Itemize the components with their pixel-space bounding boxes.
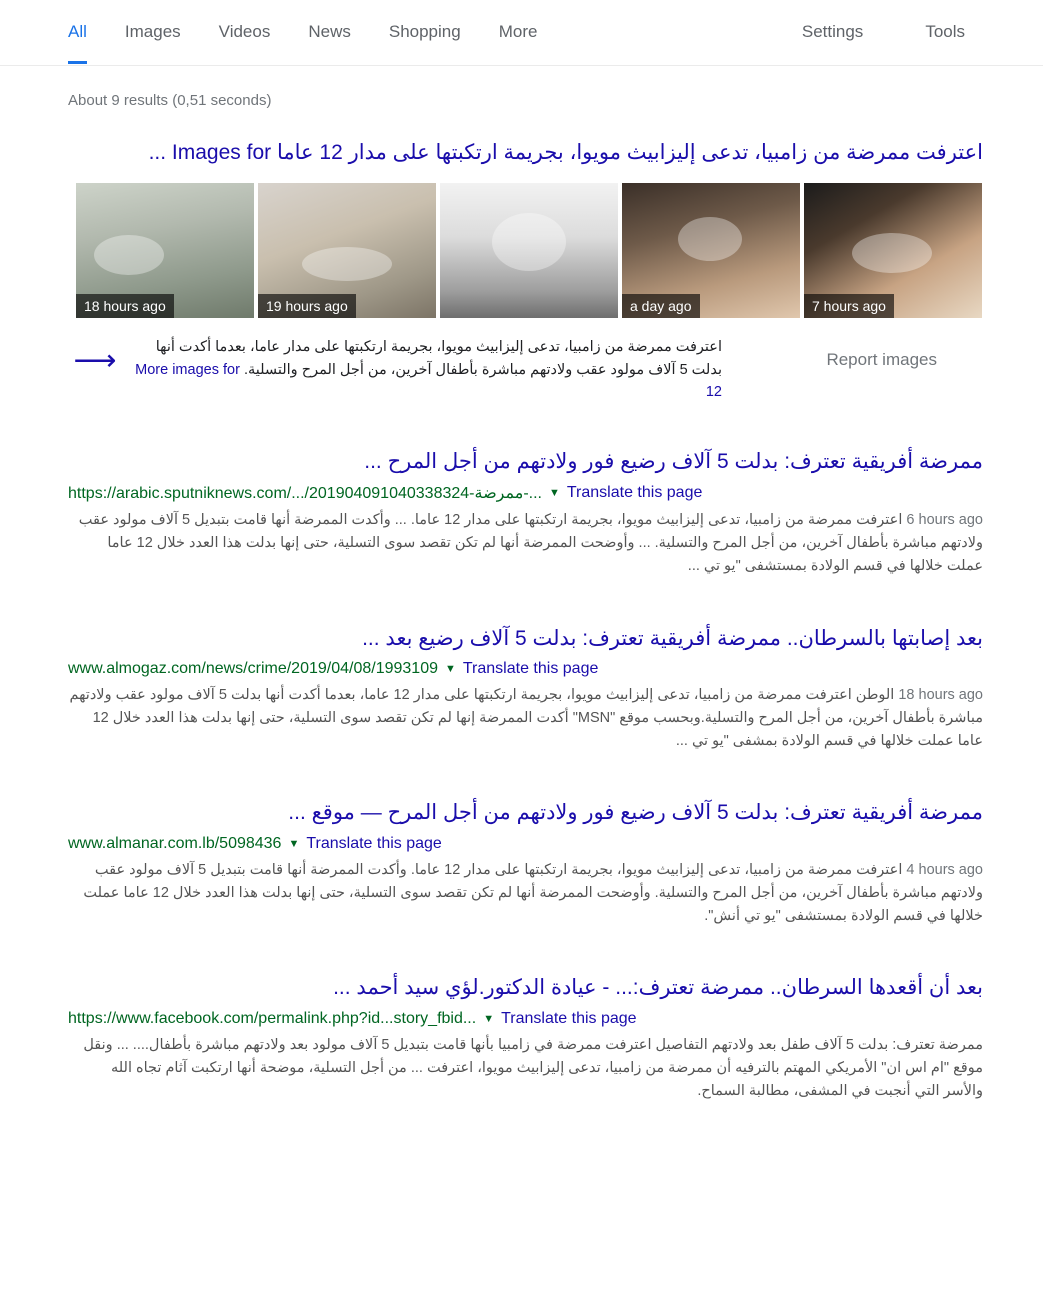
more-images-link[interactable] — [122, 336, 722, 403]
search-result-2 — [68, 625, 983, 754]
translate-link-3[interactable]: Translate this page — [306, 834, 442, 852]
arrow-right-icon[interactable]: ⟶ — [73, 344, 117, 378]
result-urlline-3 — [68, 835, 983, 853]
result-snippet-text-2: الوطن اعترفت ممرضة من زامبيا، تدعى إليزابيث مويوا، بجريمة ارتكبتها على مدار 12 عاما، بعدما أكدت أنها بدلت 5 آلاف مولود عقب ولادتهم مباشرة بأطفال آخرين، من أجل المرح والتسلية.وبحسب موقع "MSN" أكدت الممرضة إنها لم تكن تقصد سوى التسلية، حتى إنها بدلت هذا العدد خلال 12 عاما عملت خلالها في قسم الولادة بمشفى "يو تي ... — [69, 686, 983, 750]
result-snippet-text-4: ممرضة تعترف: بدلت 5 آلاف طفل بعد ولادتهم التفاصيل اعترفت ممرضة في زامبيا بأنها قامت بتبديل 5 آلاف مولود بعد ولادتهم مباشرة بأطفال.... ... ونقل موقع "ام اس ان" الأمريكي المهتم بالترفيه أن ممرضة من زامبيا، تدعى إليزابيث مويوا، اعترفت ... من أجل التسلية، موضحة أنها ارتكبت آثام تجاه الله والأسر التي أنجبت في المشفى، مطالبة السماح. — [83, 1036, 983, 1099]
result-title-3[interactable]: ممرضة أفريقية تعترف: بدلت 5 آلاف رضيع فور ولادتهم من أجل المرح — موقع ... — [288, 801, 983, 825]
result-urlline-2 — [68, 660, 983, 678]
thumbnail-1-timestamp: 18 hours ago — [76, 294, 174, 318]
images-pack-title[interactable] — [68, 139, 983, 167]
translate-link-4[interactable]: Translate this page — [501, 1009, 637, 1027]
result-date-1: 6 hours ago — [906, 512, 983, 529]
result-date-3: 4 hours ago — [906, 861, 983, 878]
images-pack — [68, 139, 983, 404]
thumbnail-4[interactable] — [622, 183, 800, 318]
more-images-row — [68, 336, 983, 403]
report-images-link[interactable]: Report images — [826, 350, 937, 370]
result-snippet-3 — [68, 859, 983, 929]
more-images-snippet: اعترفت ممرضة من زامبيا، تدعى إليزابيث مويوا، بجريمة ارتكبتها على مدار عاما، بعدما أكدت أنها بدلت 5 آلاف مولود عقب ولادتهم مباشرة بأطفال آخرين، من أجل المرح والتسلية. — [155, 339, 722, 378]
thumbnail-5[interactable] — [804, 183, 982, 318]
tab-shopping[interactable]: Shopping — [388, 22, 461, 41]
result-url-4[interactable]: https://www.facebook.com/permalink.php?id...story_fbid... — [68, 1009, 477, 1027]
result-url-1[interactable]: https://arabic.sputniknews.com/.../20190409104033832‪4-ممرضة-... — [68, 485, 542, 503]
tab-videos[interactable]: Videos — [218, 22, 271, 41]
result-snippet-text-1: اعترفت ممرضة من زامبيا، تدعى إليزابيث مويوا، بجريمة ارتكبتها على مدار 12 عاما. ... وأكدت الممرضة أنها قامت بتبديل 5 آلاف مولود عقب ولادتهم مباشرة بأطفال آخرين، من أجل المرح والتسلية. ... وأوضحت الممرضة أنها لم تكن تقصد سوى التسلية، حتى إنها بدلت هذا العدد خلال 12 عاما عملت خلالها في قسم الولادة بمستشفى "يو تي ... — [78, 512, 983, 575]
thumbnail-1[interactable] — [76, 183, 254, 318]
tab-news[interactable]: News — [308, 22, 351, 41]
chevron-down-icon[interactable]: ▼ — [548, 487, 560, 500]
images-pack-title-ellipsis: ... — [148, 141, 167, 164]
thumbnail-3[interactable] — [440, 183, 618, 318]
results-content — [0, 92, 1043, 1103]
settings-button[interactable]: Settings — [801, 22, 864, 41]
result-snippet-2 — [68, 684, 983, 754]
result-urlline-4 — [68, 1010, 983, 1028]
more-images-label: More images for 12 — [135, 361, 722, 401]
thumbnail-row — [68, 183, 983, 318]
result-date-2: 18 hours ago — [898, 686, 983, 703]
result-url-3[interactable]: www.almanar.com.lb/5098436 — [68, 834, 282, 852]
result-title-4[interactable]: بعد أن أقعدها السرطان.. ممرضة تعترف:... - عيادة الدكتور.لؤي سيد أحمد ... — [333, 976, 983, 1000]
result-title-2[interactable]: بعد إصابتها بالسرطان.. ممرضة أفريقية تعترف: بدلت 5 آلاف رضيع بعد ... — [362, 626, 983, 650]
result-stats: About 9 results (0,51 seconds) — [68, 92, 272, 109]
chevron-down-icon[interactable]: ▼ — [483, 1012, 495, 1025]
translate-link-2[interactable]: Translate this page — [462, 659, 599, 677]
thumbnail-4-timestamp: a day ago — [622, 294, 700, 318]
images-pack-title-arabic: اعترفت ممرضة من زامبيا، تدعى إليزابيث مويوا، بجريمة ارتكبتها على مدار 12 عاما — [276, 141, 983, 164]
search-result-4 — [68, 974, 983, 1103]
result-snippet-text-3: اعترفت ممرضة من زامبيا، تدعى إليزابيث مويوا، بجريمة ارتكبتها على مدار 12 عاما. وأكدت الممرضة أنها قامت بتبديل 5 آلاف مولود عقب ولادتهم مباشرة بأطفال آخرين، من أجل المرح والتسلية. وأوضحت الممرضة أنها لم تكن تقصد سوى التسلية، حتى إنها بدلت هذا العدد خلال 12 عاما عملت خلالها في قسم الولادة بمستشفى "يو تي أنش". — [83, 861, 983, 925]
result-url-2[interactable]: www.almogaz.com/news/crime/2019/04/08/1993109 — [68, 659, 438, 677]
search-tab-bar — [0, 0, 1043, 66]
result-snippet-1 — [68, 509, 983, 579]
tools-button[interactable]: Tools — [925, 22, 965, 41]
search-result-1 — [68, 448, 983, 579]
images-pack-title-prefix: Images for — [171, 141, 272, 164]
tab-images[interactable]: Images — [124, 22, 181, 41]
result-title-1[interactable]: ممرضة أفريقية تعترف: بدلت 5 آلاف رضيع فور ولادتهم من أجل المرح ... — [364, 449, 983, 473]
thumbnail-2[interactable] — [258, 183, 436, 318]
chevron-down-icon[interactable]: ▼ — [444, 662, 456, 675]
thumbnail-5-timestamp: 7 hours ago — [804, 294, 894, 318]
thumbnail-2-timestamp: 19 hours ago — [258, 294, 356, 318]
result-snippet-4 — [68, 1034, 983, 1104]
search-result-3 — [68, 799, 983, 928]
translate-link-1[interactable]: Translate this page — [566, 484, 703, 502]
tab-bar-right-group — [740, 22, 1043, 61]
result-urlline-1 — [68, 483, 983, 503]
chevron-down-icon[interactable]: ▼ — [288, 837, 300, 850]
tab-all[interactable]: All — [68, 22, 87, 64]
tab-more[interactable]: More — [498, 22, 538, 41]
